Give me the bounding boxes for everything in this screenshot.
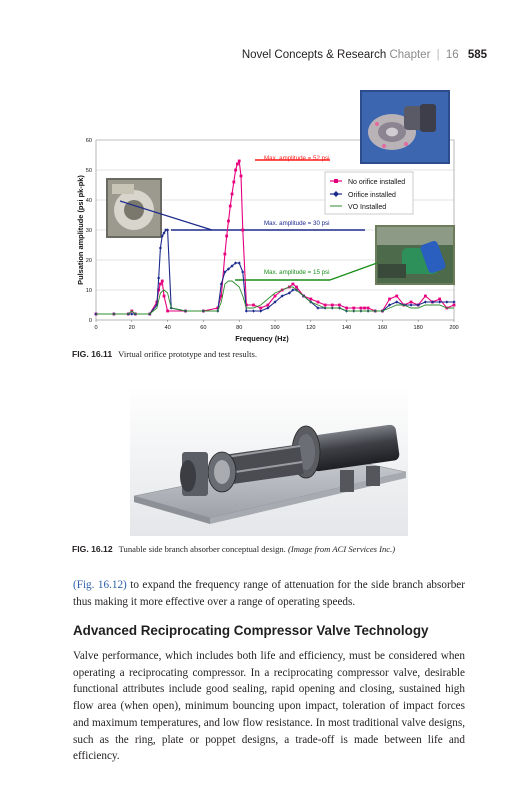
running-head-separator: | bbox=[436, 49, 440, 61]
annotation-15: Max. amplitude = 15 psi bbox=[264, 269, 330, 276]
x-tick-label: 100 bbox=[270, 325, 280, 331]
point-no-orifice bbox=[363, 307, 366, 310]
photo-orifice-plate bbox=[106, 178, 162, 238]
point-no-orifice bbox=[227, 220, 230, 223]
point-no-orifice bbox=[324, 304, 327, 307]
y-tick-label: 60 bbox=[85, 138, 92, 144]
legend-label-no-orifice: No orifice installed bbox=[348, 179, 406, 186]
figure-16-11-chart bbox=[72, 88, 464, 346]
point-no-orifice bbox=[161, 280, 164, 283]
running-head bbox=[242, 49, 487, 61]
figure-16-12-link[interactable]: (Fig. 16.12) bbox=[73, 579, 127, 591]
paragraph-2: Valve performance, which includes both life and efficiency, must be considered when operating a reciprocating compressor. In a reciprocating compressor valve, desirable functional attributes include good sealing, rapid opening and closing, sustained high flow area (when open), minimum bouncing upon impact, toleration of impact forces and maximum temperatures, and low flow resistance. In most traditional valve designs, such as the ring, plate or poppet designs, a trade-off is made between life and efficiency. bbox=[73, 650, 465, 763]
x-tick-label: 0 bbox=[94, 325, 98, 331]
figure-16-11-label: FIG. 16.11 bbox=[72, 349, 113, 359]
y-tick-label: 30 bbox=[85, 228, 92, 234]
point-no-orifice bbox=[438, 298, 441, 301]
x-tick-label: 120 bbox=[306, 325, 316, 331]
point-no-orifice bbox=[166, 310, 169, 313]
photo-valve-flange bbox=[360, 90, 450, 164]
paragraph-1 bbox=[73, 577, 465, 610]
point-no-orifice bbox=[367, 307, 370, 310]
x-tick-label: 180 bbox=[413, 325, 423, 331]
y-tick-label: 20 bbox=[85, 258, 92, 264]
x-tick-label: 40 bbox=[164, 325, 171, 331]
point-no-orifice bbox=[295, 286, 298, 289]
paragraph-1-text: to expand the frequency range of attenuation for the side branch absorber thus making it more effective over a range of operating speeds. bbox=[73, 579, 465, 608]
figure-16-12-render bbox=[130, 386, 408, 536]
section-heading: Advanced Reciprocating Compressor Valve Technology bbox=[73, 623, 429, 638]
legend-label-orifice: Orifice installed bbox=[348, 192, 396, 199]
point-no-orifice bbox=[259, 307, 262, 310]
running-head-title: Novel Concepts & Research bbox=[241, 49, 387, 61]
point-no-orifice bbox=[241, 229, 244, 232]
page-number: 585 bbox=[467, 49, 487, 61]
x-axis-label: Frequency (Hz) bbox=[235, 334, 289, 343]
figure-16-12-credit: (Image from ACI Services Inc.) bbox=[287, 544, 396, 554]
running-head-chapter-number: 16 bbox=[445, 49, 459, 61]
point-no-orifice bbox=[225, 235, 228, 238]
point-no-orifice bbox=[395, 295, 398, 298]
y-tick-label: 0 bbox=[88, 318, 92, 324]
point-no-orifice bbox=[252, 304, 255, 307]
legend-marker-no-orifice bbox=[334, 179, 338, 183]
point-no-orifice bbox=[331, 304, 334, 307]
figure-16-12-caption bbox=[72, 544, 395, 554]
photo-compressor-install bbox=[375, 225, 455, 285]
point-no-orifice bbox=[229, 205, 232, 208]
point-no-orifice bbox=[236, 163, 239, 166]
point-no-orifice bbox=[360, 307, 363, 310]
y-axis-label: Pulsation amplitude (psi pk-pk) bbox=[76, 175, 85, 285]
point-no-orifice bbox=[232, 181, 235, 184]
point-no-orifice bbox=[352, 307, 355, 310]
point-no-orifice bbox=[410, 301, 413, 304]
point-no-orifice bbox=[345, 307, 348, 310]
figure-16-11-caption bbox=[72, 349, 257, 359]
legend bbox=[325, 172, 413, 214]
point-no-orifice bbox=[240, 175, 243, 178]
annotation-30: Max. amplitude = 30 psi bbox=[264, 220, 330, 227]
point-no-orifice bbox=[274, 295, 277, 298]
point-no-orifice bbox=[453, 304, 456, 307]
y-tick-label: 50 bbox=[85, 168, 92, 174]
annotation-52: Max. amplitude = 52 psi bbox=[264, 155, 330, 162]
point-no-orifice bbox=[317, 301, 320, 304]
x-tick-label: 20 bbox=[128, 325, 135, 331]
point-no-orifice bbox=[231, 193, 234, 196]
point-no-orifice bbox=[309, 298, 312, 301]
running-head-chapter-label: Chapter bbox=[389, 49, 431, 61]
y-tick-label: 40 bbox=[85, 198, 92, 204]
legend-label-vo: VO Installed bbox=[348, 204, 387, 211]
point-no-orifice bbox=[424, 295, 427, 298]
figure-16-12-caption-text: Tunable side branch absorber conceptual design. bbox=[118, 544, 286, 554]
point-no-orifice bbox=[266, 304, 269, 307]
point-no-orifice bbox=[159, 283, 162, 286]
point-no-orifice bbox=[238, 160, 241, 163]
point-no-orifice bbox=[292, 283, 295, 286]
x-tick-label: 80 bbox=[236, 325, 243, 331]
x-tick-label: 160 bbox=[377, 325, 388, 331]
x-tick-label: 140 bbox=[341, 325, 352, 331]
point-no-orifice bbox=[338, 304, 341, 307]
y-tick-label: 10 bbox=[85, 288, 92, 294]
point-no-orifice bbox=[223, 253, 226, 256]
point-no-orifice bbox=[163, 295, 166, 298]
point-no-orifice bbox=[234, 169, 237, 172]
point-no-orifice bbox=[388, 298, 391, 301]
figure-16-12-label: FIG. 16.12 bbox=[72, 544, 113, 554]
figure-16-11-caption-text: Virtual orifice prototype and test results. bbox=[118, 349, 257, 359]
x-tick-label: 60 bbox=[200, 325, 207, 331]
x-tick-label: 200 bbox=[449, 325, 459, 331]
